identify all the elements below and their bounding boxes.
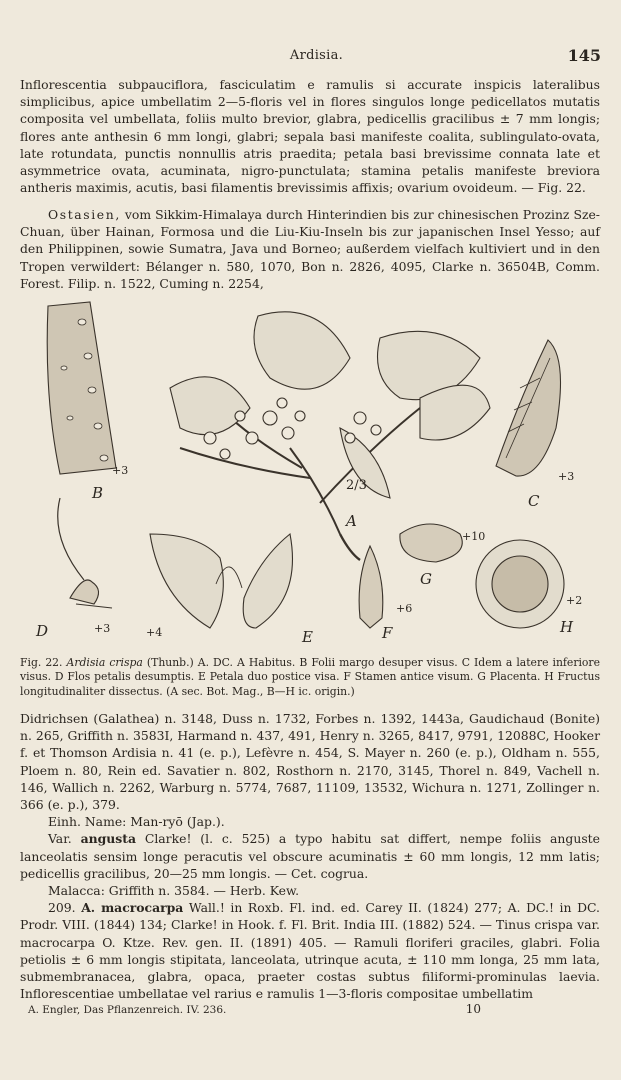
running-title: Ardisia.	[289, 48, 344, 63]
caption-fig-number: Fig. 22.	[20, 656, 63, 669]
page-footer	[28, 1004, 601, 1016]
footer-publication: A. Engler, Das Pflanzenreich. IV. 236.	[28, 1004, 227, 1016]
botanical-figure	[20, 298, 600, 652]
label-h: H	[560, 618, 574, 636]
label-b: B	[92, 484, 104, 502]
collections-section	[20, 710, 600, 1002]
mag-h: +2	[566, 594, 583, 607]
panel-b-leaf-margin	[47, 302, 116, 474]
panel-f-stamen	[359, 546, 383, 628]
mag-b: +3	[112, 464, 129, 477]
panel-a-habit	[170, 312, 490, 560]
page-header	[28, 46, 605, 68]
species-name: A. macrocarpa	[81, 900, 184, 916]
label-c: C	[528, 492, 540, 510]
label-d: D	[36, 622, 49, 640]
description-text: Inflorescentia subpauciflora, fasciculatim e ramulis si accurate inspicis lateralibus simplicibus, apice umbellatim 2—5-floris vel in flores singulos longe pedicellatos mutatis composita vel umbellata, foliis multo brevior, glabra, pedicellis gracilibus ± 7 mm longis; flores ante anthesin 6 mm longi, glabri; sepala basi manifeste coalita, sublingulato-ovata, late rotundata, punctis nonnullis atris praedita; petala basi brevissime connata late et asymmetrice ovata, acuminata, nigro-punctulata; stamina petalis manifeste breviora antheris maximis, acutis, basi filamentis brevissimis affixis; ovarium ovoideum. — Fig. 22.	[20, 77, 600, 196]
panel-g-placenta	[400, 524, 462, 562]
species-text: Wall.! in Roxb. Fl. ind. ed. Carey II. (1824) 277; A. DC.! in DC. Prodr. VIII. (1844) 134; Clarke! in Hook. f. Fl. Brit. India III. (1882) 524. — Tinus crispa var. macrocarpa O. Ktze. Rev. gen. II. (1891) 405. — Ramuli floriferi graciles, glabri. Folia petiolis ± 6 mm longis stipitata, lanceolata, utrinque acuta, ± 110 mm longa, 25 mm lata, submembranacea, glabra, opaca, praeter costas subtus filiformi-prominulas laevia. Inflorescentiae umbellatae vel rarius e ramulis 1—3-floris compositae umbellatim	[20, 900, 600, 1002]
mag-e: +4	[146, 626, 163, 639]
mag-g: +10	[462, 530, 486, 543]
mag-c: +3	[558, 470, 575, 483]
mag-f: +6	[396, 602, 413, 615]
mag-habit: 2/3	[346, 478, 367, 493]
distribution-text: vom Sikkim-Himalaya durch Hinterindien bis zur chinesischen Prozinz Sze-Chuan, über Hainan, Formosa und die Liu-Kiu-Inseln bis zur japanischen Insel Yesso; auf den Philippinen, sowie Sumatra, Java und Borneo; außerdem vielfach kultiviert und in den Tropen verwildert: Bélanger n. 580, 1070, Bon n. 2826, 4095, Clarke n. 36504B, Comm. Forest. Filip. n. 1522, Cuming n. 2254,	[20, 207, 600, 291]
collectors-text: Didrichsen (Galathea) n. 3148, Duss n. 1732, Forbes n. 1392, 1443a, Gaudichaud (Bonite) n. 265, Griffith n. 3583I, Harmand n. 437, 491, Henry n. 3265, 8417, 9791, 12088C, Hooker f. et Thomson Ardisia n. 41 (e. p.), Lefèvre n. 454, S. Mayer n. 260 (e. p.), Oldham n. 555, Ploem n. 80, Rein ed. Savatier n. 802, Rosthorn n. 2170, 3145, Thorel n. 849, Vachell n. 146, Wallich n. 2262, Warburg n. 5774, 7687, 11109, 13532, Wichura n. 1271, Zollinger n. 366 (e. p.), 379.	[20, 711, 600, 813]
distribution-paragraph	[20, 206, 600, 292]
species-number: 209.	[48, 900, 76, 916]
figure-caption	[20, 656, 600, 699]
distribution-lead: Ostasien,	[48, 207, 121, 222]
variety-name: angusta	[80, 831, 136, 847]
label-f: F	[382, 624, 393, 642]
mag-d: +3	[94, 622, 111, 635]
panel-d-flower	[58, 498, 112, 608]
label-e: E	[302, 628, 313, 646]
description-paragraph	[20, 76, 600, 196]
variety-lead: Var.	[48, 831, 72, 847]
signature-mark: 10	[465, 1002, 481, 1016]
malacca-text: Malacca: Griffith n. 3584. — Herb. Kew.	[48, 883, 300, 899]
label-a: A	[346, 512, 357, 530]
figure-illustration	[20, 298, 600, 652]
page-number: 145	[567, 46, 601, 65]
label-g: G	[420, 570, 432, 588]
vernacular-name: Einh. Name: Man-ryō (Jap.).	[48, 814, 225, 830]
panel-e-petals	[150, 534, 292, 628]
caption-species: Ardisia crispa	[66, 656, 143, 669]
variety-text: Clarke! (l. c. 525) a typo habitu sat differt, nempe foliis anguste lanceolatis sensim longe peracutis vel obscure acuminatis ± 60 mm longis, 12 mm latis; pedicellis gracilibus, 20—25 mm longis. — Cet. cogrua.	[20, 831, 600, 881]
caption-text: (Thunb.) A. DC. A Habitus. B Folii margo desuper visus. C Idem a latere inferiore visus. D Flos petalis desumptis. E Petala duo postice visa. F Stamen antice visum. G Placenta. H Fructus longitudinaliter dissectus. (A sec. Bot. Mag., B—H ic. origin.)	[20, 656, 600, 698]
